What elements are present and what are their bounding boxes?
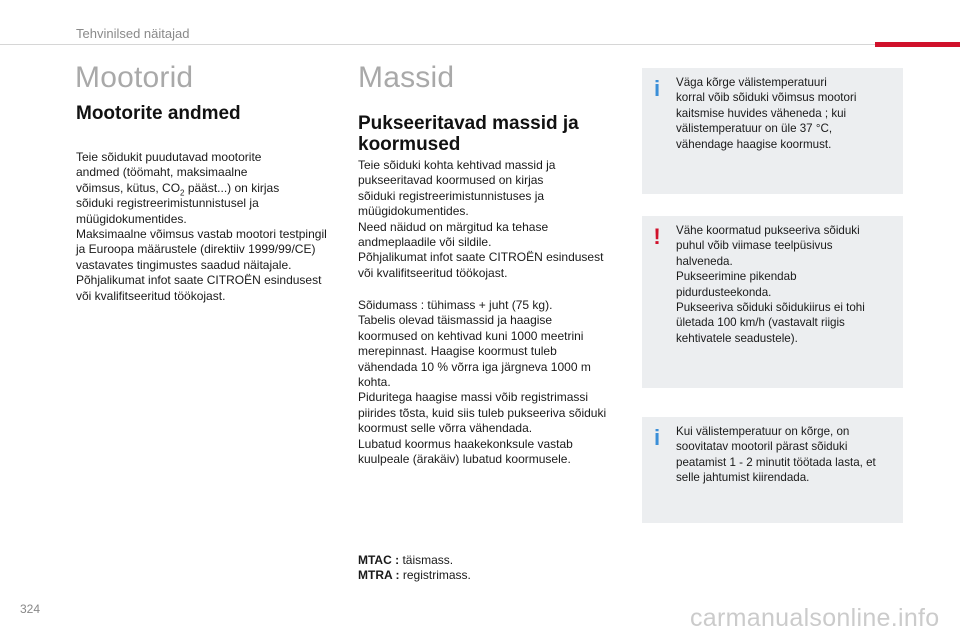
page-number: 324: [20, 602, 41, 616]
engines-title: Mootorid: [75, 61, 194, 94]
engine-data-heading: Mootorite andmed: [76, 103, 241, 124]
warning-note-towing: ! Vähe koormatud pukseeriva sõiduki puhul võib viimase teelpüsivus halveneda. Pukseerimine pikendab pidurdusteekonda. Pukseeriva sõiduki sõidukiirus ei tohi ületada 100 km/h (vastavalt riigis kehtivatele seadustele).: [642, 216, 903, 388]
watermark: carmanualsonline.info: [690, 604, 940, 632]
info-note-high-temperature: i Väga kõrge välistemperatuuri korral võib sõiduki võimsus mootori kaitsmise huvides väheneda ; kui välistemperatuur on üle 37 °C, vähendage haagise koormust.: [642, 68, 903, 194]
masses-title: Massid: [358, 61, 455, 94]
abbreviations-legend: MTAC : täismass. MTRA : registrimass.: [358, 553, 471, 583]
masses-paragraph-2: Sõidumass : tühimass + juht (75 kg). Tabelis olevad täismassid ja haagise koormused on kehtivad kuni 1000 meetrini merepinnast. Haagise koormust tuleb vähendada 10 % võrra iga järgneva 1000 m kohta. Piduritega haagise massi võib registrimassi piirides tõsta, kuid siis tuleb pukseeriva sõiduki koormust selle võrra vähendada. Lubatud koormus haakekonksule vastab kuulpeale (ärakäiv) lubatud koormusele.: [358, 298, 607, 467]
header-divider: [0, 44, 960, 45]
warning-icon: !: [653, 224, 661, 249]
info-note-engine-cooling: i Kui välistemperatuur on kõrge, on soovitatav mootoril pärast sõiduki peatamist 1 - 2 minutit töötada lasta, et selle jahtumist kiirendada.: [642, 417, 903, 523]
section-header: Tehvinilsed näitajad: [76, 26, 190, 41]
info-icon: i: [653, 425, 661, 450]
engine-data-paragraph: Teie sõidukit puudutavad mootorite andmed (töömaht, maksimaalne võimsus, kütus, $CO_2$ pääst...) on kirjas sõiduki registreerimistunnistusel ja müügidokumentides. Maksimaalne võimsus vastab mootori testpingil ja Euroopa määrustele (direktiiv 1999/99/CE) vastavates tingimustes saadud näitajale. Põhjalikumat infot saate CITROËN esindusest või kvalifitseeritud töökojast.: [76, 150, 327, 303]
towable-masses-heading: Pukseeritavad massid ja koormused: [358, 113, 579, 155]
masses-paragraph-1: Teie sõiduki kohta kehtivad massid ja pukseeritavad koormused on kirjas sõiduki registreerimistunnistuses ja müügidokumentides. Need näidud on märgitud ka tehase andmeplaadile või sildile. Põhjalikumat infot saate CITROËN esindusest või kvalifitseeritud töökojast.: [358, 158, 604, 280]
info-icon: i: [653, 76, 661, 101]
header-accent-bar: [875, 42, 960, 47]
